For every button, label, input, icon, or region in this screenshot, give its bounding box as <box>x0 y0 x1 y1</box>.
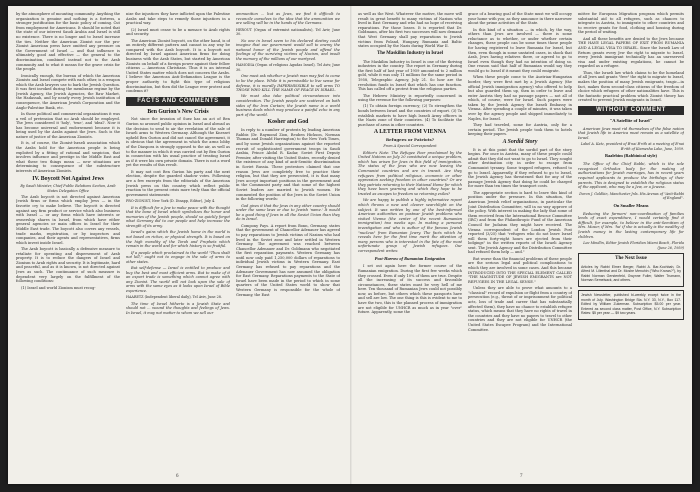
next-issue-box <box>578 253 684 287</box>
body-paragraph: In reply to a number of protests by leading American Rabbis (Dr. Raymond Zion, Reuben Hickson, Norman Thomas and Donald Harrington) to the New York Times, and by some Jewish organizations against the reported recruit of sophisticated government troops in Saudi Arabia, Prince Abdul R. Kadar, Soviet First Deputy Premier, after visiting the United States, recently denied the existence of any kind of anti-Semitic discrimination in Soviet Russia. These protestors claimed that one reason Jews are completely free to practice their religion, but that they are persecuted, it is that many Jews accept important positions in the government and in the Communist party and that some of the highest Soviet leaders are married to Jewish women. He commented the position of the Jews in the Soviet Union in the following words: <box>236 128 340 202</box>
quote-paragraph: If a people which proclaimed to the world "Thou shalt not kill," ought not to engage in the sale of arms to other states. <box>126 250 230 264</box>
quote-paragraph: The Office of the Chief Rabbi, which is the sole recognized Orthodox body for the making of authorizations for Jewish marriages, has in recent years required applicants to produce the birthdays of their parents. This is designed to establish the religious status of the applicant, who may be a Jew, or a Jewess. <box>578 162 684 190</box>
quote-source: Doron J. Goldkin, Manchester Jnls. His Arenas of "Anti-Rabbi of England". <box>579 191 684 201</box>
body-paragraph: In those political and commercial organizations it was a veil of pretension that no Arab should be employed. The Jews considered it 'holy', 'true', and 'ideal'. Now it has become universal and endorsement because it is being used by the Arabs against the Jews. Such is the nature of justice of the American Zionists. <box>16 112 120 140</box>
body-paragraph: But worse than the financial problems of these people are the serious legal and political complications to which they are involved in some cases. And this became INTRODUCED INTO THE SPECIAL ELEMENT CALLED "THE MAGNITUDE OF JEWISH EMIGRANTS are NOT REFUGEES IN THE LEGAL SENSE." <box>468 256 572 284</box>
section-heading-ben-gurion: Ben Gurion's New Crisis <box>147 108 209 115</box>
page-number-left: 6 <box>176 474 179 479</box>
body-paragraph: Not since the invasion of Suez has an act of Ben Gurion so aroused public opinion in Israel and abroad as the decision to send to air the revelation of the sale of Israeli arms to Western Germany. Although the Knesset upheld Ben Gurion and did not cancel the agreement, it is obvious that the agreement in which the arms lobby of the Diaspora is strongly opposed to the air, as well as to the manner in which it was carried out by Ben Gurion in connection with his usual practice of treating Israel as if it were his own private domain. There is not a word yet the results of this revolt. <box>126 117 230 168</box>
body-paragraph: The Arab boycott is basically a defensive measure to retaliate for operating and dispersement of Arab property. It is to reduce the dangers of Israel and Zionism to Arab rights and security. It is legitimate, hard and peaceful, and as it is known, is not directed against Jews as such. The continuance of such measure is dependent very largely on the fulfillment of the following conditions: <box>16 247 120 284</box>
section-heading-vienna-letter: A LETTER FROM VIENNA <box>373 129 447 136</box>
section-heading-boycott: IV. Boycott Not Against Jews <box>32 175 104 182</box>
body-paragraph: The Arab boycott is not directed against American Jewish firms or firms which employ Jews — in the favorite cry to make believe. The boycott is directed against any firm product or service which also business with Israel — or any firms which have interests or ownership shares in Israel, from which have either general agencies or main offices in Israel for their Middle East trade. The boycott also covers any vessels, trade marks, registration, or by inspectors and companies, and their agents and representatives, firms which invest inside Israel. <box>16 194 120 245</box>
quote-source: Label A. Katz, president of B'nai B'rith at a meeting of B'nai B'rith of Kiamesha Lake, June, 1959. <box>580 142 684 151</box>
quote-paragraph: ammunition ... but as Jews, we find it difficult to reconcile ourselves to the idea that the ammunition we are selling will be in the hands of the Germans. <box>236 12 340 26</box>
column-1 <box>16 12 120 478</box>
body-paragraph: When these people come to the Austrian-Hungarian border, they were first met by a Jewish Agency (the official Jewish immigration agency) who offered to help but also guarded them up, then in order to leave and enter Austria they had no passage papers — not all of which, of course, were for Israel. Such papers were taken by the Jewish Agency the Israeli Embassy in Vienna. After spending a couple of minutes, it was taken over by the agency people and shipped immediately to Naples, for Israel. <box>468 75 572 121</box>
quote-paragraph: The time of Israel hitherto is a Jewish State and should not ... wound the thoughts and feelings of Jews. In Israel, it may not matter to whom we sell our <box>126 301 230 316</box>
body-paragraph: grace of a bearing goal of the State must we will occupy your home with you; as they announce in there narrower about the prime activities of the State. <box>468 12 572 26</box>
next-issue-text: Articles by Rabbi Elmer Berger, Rabbi A. Bar-Kochbah, Dr. Alfred M. Lilienthal and Dr. Moshe Menuhin ("Who Knows?"), by Rabbi Norman Gerstenfeld, Gwynne Fuller, Walter Trumann, Norman Semelsack, and others. <box>581 264 681 283</box>
body-paragraph: It may not cost Ben Gurion his party and the next election, despite the guarded shadow votes. Following are a few excerpts from the editorials of the American Jewish press on this country which reflect public reaction to the present crisis more truly than the official government statements: <box>126 169 230 197</box>
body-paragraph: nize the injustices they have inflicted upon the Palestine Arabs and take steps to remedy those injustices in a practical way. <box>126 12 230 26</box>
banner-without-comment: WITHOUT COMMENT <box>578 106 684 115</box>
quote-paragraph: But self-defense — Israel is entitled to produce and buy the best and most efficient arms. But to make of it an export trade is something which cannot agree with any Zionist. The world will not look upon the sale of arms with the same eyes as it looks upon Israel of Bible experience. <box>126 266 230 294</box>
body-paragraph: Ironically enough, the bureau of which the American Zionists and Israel compete with each other, is a weapon which the Arab lawyers use to bark the Jewish Question. It was first invoked during the membrane regime by the Jewish Agency, the Jewish Agencies, the Raw Market, the Hadassah, and by nearly every Jewish institution of consequence, the American Jewish Corporation and the Anglo-Palestine Bank, etc. <box>16 73 120 110</box>
body-paragraph: It is, of course, the Zionist-Israeli association which the Arabs hold for the American people is being exploited by a fitting of rational and suspicion, that involves influence and prestige in the Middle East and what these two things mean — new situations are determining to consequence of the substructure interests of American Zionists. <box>16 141 120 173</box>
page-number-right: 7 <box>520 474 523 479</box>
body-paragraph: as well as the West. Whatever the motive, the move will result in great benefit to many victims of Nazism who lived in East Germany and who had no hope of receiving reparations. For those losses. It is reported that Dr. Goldmann, after his first two successes will now demand that West Germany shall pay reparations to Jewish victims from Poland, Hungary, Rumania and Baltic states occupied by the Nazis during World War II. <box>358 12 462 49</box>
section-heading-kosher: Kosher and God <box>267 119 309 126</box>
body-paragraph: The Maskilim Industry in Israel is one of the thriving industries in the country. The report in Germany during the first half of last year of 1959 amounted to 2 million gold, while it was only 11 millions for the same period in 1958, Telegraphic Agency, July 21. So how are the revolution funds in Israel that which has one function. This has called off a protest from the religious parties. <box>358 59 462 92</box>
quote-paragraph: One must ask whether a Jewish man may feel to come to be the place. While it is permissible to live sense for defense, it is morally IMPERMISSIBLE to sell arms TO THOSE WHO KILL THE NAME OF PEACE IN ISRAEL. <box>236 74 340 93</box>
body-paragraph: Thus, the Israeli law which claims to be the homeland of all Jews and grants "free" the right to migrate to Israel, makes the position of many Jewish emigrants, tragic—in fact, makes them second-class citizens of the freedom of choice which refugees of other nationalities have. This is the fantastic practical problem which Zionist theory has created to prevent Jewish emigrants in Israel. <box>578 70 684 103</box>
body-paragraph: I set out again here the former course of the Rumanian emigration. During the first few weeks which they crossed. Even if only 10% of them are true. Despite all the increasing of its success and favorable circumstances, these states must be very hell of me here. Ten thousand of Rumanian Jews could not possibly now, as before, but others which these passports have and sell are low. The one thing is this is evident to me to have the two, this is the planned process of immigration are not eligible for UNHCR as much as in year "over" future. Apparently, some the <box>358 264 462 315</box>
source-line: PRO-ZIONIST, New York (D. Dinapp, Editor), July 4. <box>126 199 216 204</box>
body-paragraph: It is at this point that the sordid part of the story begins. For once in Austria, many of these people could admit that they did not want to go to Israel. They sought other destination city in order to escape from Communist tyranny. Some trapped refugees, refused to go to Israel. Apparently, if they refused to go to Israel, the Jewish Agency has threatened that for any of the passage Jewish Agency that doing he could be charged for more than ten times the transport costs. <box>468 147 572 189</box>
body-paragraph: The appropriate section is hard to leave this kind of position under the pressure. In this situation, the American Jewish relief organizations, in particular the Joint Distribution Committee, will in no way approve of the policy. With interest in making the lady that some of them received from the International Rescue Committee (IRC) and from the Philanthropic Fund of the American Council for Judaism they might have received. The Vienna correspondent of the London Jewish Post reported (3/25) that "refugees who do not leave Israel will them forty-eight hours are ejected from their lodgings" in the written reports of the Israeli Agency sent. The Jewish Agency and the Distribution Committee had refused them help — and." <box>468 190 572 255</box>
section-heading-baalebim: Baalebim (Rabbinical style) <box>605 153 657 159</box>
source-line: HAMODIA (Organ of religious Agudas Israel), Tel Aviv, June 30. <box>236 63 340 72</box>
body-paragraph: The American Zionist boycott, on the other hand, is of an entirely different pattern and cannot in any way be compared with the Arab boycott. It is a boycott not directed by Israel against American firms for doing business with the Arab States, but started by American Zionists on behalf of a foreign power against their fellow citizens — American Christians. Thus it is an internal United States matter which does not concern the Arabs. I believe the American Anti-Defamation League is the proper authority to fight this type of religious discrimination, but then did the League ever protest and condemn it? <box>126 38 230 94</box>
page-fold <box>350 6 352 484</box>
section-heading-sordid-story: A Sordid Story <box>502 138 538 145</box>
newsletter-spread <box>8 6 692 484</box>
body-paragraph: The Hebrew Ministry is reportedly concerned in using the revenue for the following purposes: <box>358 93 462 103</box>
column-3 <box>236 12 340 478</box>
source-line: HEROUT (Organ of extremist nationalists), Tel Aviv, June 30. <box>236 27 340 37</box>
body-paragraph: Compony Pays. A report from Bonn, Germany, states that the government of Chancellor Adenauer has agreed to pay reparations to Jewish victims of Nazism who had lived in the Soviet zone and later settled in Western Germany. The agreement was reached between Chancellor Adenauer and Dr. Goldmann who negotiated the first reparation payments. Western Germany has until now only paid 1,250,000 dollars of reparations to individual Jewish victims in Western Germany. East Germany has refused to pay reparations and the Adenauer Government has now assumed the obligation for East Germany. Reparations payments to the State of Israel have been made in the period to which in some quarters of the United States world to show that Western Germany is responsible for the whole of Germany, the East <box>236 223 340 297</box>
section-heading-satellite: "A Satellite of Israel" <box>609 117 653 123</box>
quote-paragraph: Reducing the farmers' non-coordination of families lends of exact expenditure, I would certainly find it difficult, for example, to believe in the anti-Semitism of Mrs. Moser, if Mrs. 'ha' if she is actually is the wealthy of Jewish money in the lasting contemporary life for children. <box>578 211 684 239</box>
next-issue-title: The Next Issue <box>615 256 647 262</box>
quote-paragraph: American Jews must rid themselves of the false notion that Jewish life in America must remain as a satellite of Israel. <box>578 126 684 140</box>
body-paragraph: (1) Israel and world Zionism must recog- <box>21 285 96 290</box>
body-paragraph: (2) Israel must cease to be a menace to Arab rights and security. <box>126 27 230 37</box>
column-4 <box>358 12 462 478</box>
quote-paragraph: We must also take political circumstances into consideration. The Jewish people are scattered on both sides of the Iron Curtain; the Jewish name is a world business deals which may produce a painful echo in any part of the world. <box>236 94 340 117</box>
section-heading-postwar: Post-Harrow of Rumanian Emigration <box>374 255 446 261</box>
body-paragraph: mittee for European Migration program which permits substantial aid to all refugees, such as chances to integrate in Austria, to immigrate to other countries and to receive grants for food, clothing and housing during the period of waiting. <box>578 12 684 35</box>
publisher-box <box>578 290 684 320</box>
body-paragraph: (1) To obtain foreign currency; (2) To strengthen the bonds between Israel and the countries of export. (3) To establish markets to have high Israeli Army officers in the Nazis zone of their countries. (4) To facilitate the purchase of arms in other countries. <box>358 104 462 127</box>
body-paragraph: And all these benefits are denied to the Jews because THE HAVE LEGAL PAPERS OF EXIT FROM RUMANIA AND A LEGAL VISA TO ISRAEL. Since the Israeli Law of Return grants every Jew the right to migrate to Israel, every Jewish immigrant technically has an unreserved visa and under existing regulations, he cannot be regarded as a refugee. <box>578 36 684 69</box>
quote-paragraph: God gives it that the Jews in any other country should under the same laws or due to Jewish 'name.' It would be a good thing if Jews in all the Soviet Union than they do in Israel. <box>236 203 340 222</box>
editor-note: Editor's Note: The Refugee Fear proclaimed by the United Nations on July 20 constituted a unique problem, which has arisen for Jews in this field of immigration. The status of the Jews who are now leaving the Communist countries and are in transit. Are they refugees from political religious, economic or other oppression seeking freedom in other countries? Or are they patriots returning to their National Home for which they have been yearning and which they hope to be trusted as escapes to freedom so returning exiles? <box>358 150 462 196</box>
column-2 <box>126 12 230 478</box>
editor-note: We are happy to publish a highly informative report which throws a new and clearer searchlight on the subject. It was written by one of the best-informed American authorities on postwar Jewish problems who visited Vienna (the center of the recent Rumanian immigration) two weeks ago. In making a personal investigation and who is author of the famous Jewish "nucleus" from Rumanian Jewry. The facts which he reveals here for the first time merit the attention of many persons who is interested in the fate of the most unfortunate group of Jewish refugees. Our correspondent writes: <box>358 198 462 253</box>
body-paragraph: They had traveled, some for Austria, only for a certain period. The Jewish people took them to hotels keeping their papers. <box>468 123 572 137</box>
column-5 <box>468 12 572 478</box>
byline: By Saudi Minister, Chief Public Relations Section, Arab States Delegation Office <box>20 184 116 193</box>
banner-facts-and-comments: FACTS AND COMMENTS <box>126 97 230 106</box>
body-paragraph: by the atmosphere of mounting community. Anything the organization is genuine and nothing is a fortress, a stronger justification for the basic policy of coming. Cut from employment for Americans. It should be noted that the state of our interest Saudi Arabia and Israel is still no existence. There is no longer and to Israel increase the ties. Neither the American Zionist nor the pro-Zionist American press have omitted any pressure on the Government of Israel — and that influence is ultimately good and effective — the general to the discrimination, combined instead not to the Arab community and to what it means for the grave crisis for the people. <box>16 12 120 72</box>
byline: From A Special Correspondent <box>383 144 437 149</box>
body-paragraph: Unless they are able to prove what amounts to a "classical" record of expulsion or flight from a country of persecution (e.g., threat of or imprisonment for political acts, loss of trade and career that has substantially affected them), they have no chance to establish refugee status, which means that they have no rights of travel in the countries and they have no papers to travel to other countries and they are not eligible for UNHCR (the United States Escapee Program) and the International Committee. <box>468 286 572 332</box>
column-6 <box>578 12 684 478</box>
body-paragraph: In this kind of a situation — in which, by the way, others than Jews are involved — there is some reluctance as to whether, or under whether certain changes, these people can be some times those people for having registered to leave Rumania for Israel, but then, even though in some unstated cases, in shock that Arab, Jews having relatives there, or agreed to go to Israel even though they had no intention of doing so. One reason said that half of Rumanian would say they would go to Israel if it meant they could emigrate. <box>468 27 572 73</box>
quote-paragraph: Israel's gains which the Jewish home in the world is not based on riches, or physical strength. It is based on the high morality of the Torah and Prophets which remain in the world and for which history is so fruitful. <box>126 230 230 249</box>
section-heading-smaller-means: On Smaller Means <box>613 202 649 208</box>
source-line: HAARETZ (Independent liberal daily), Tel Aviv, June 28. <box>126 295 223 300</box>
section-heading-maskilim: The Maskilim Industry in Israel <box>377 50 443 56</box>
quote-paragraph: No one in Israel seem to his declared destiny could imagine that our government would sell to enemy the national honor of the Jewish people and offend the feelings of the surviving victims of Nazism, and insult the memory of the millions of our martyred. <box>236 38 340 61</box>
letter-subtitle: Refugees or Patriots? <box>385 137 435 143</box>
quote-paragraph: It is difficult for a Jew to make peace with the thought that the bone of Israel which symbolizes the honor and memories of the Jewish people, should so quickly forget what Germany did to our people and help increase the strength of its army. <box>126 205 230 228</box>
quote-source: Lee Mindlin, Editor Jewish Floridian Miami Beach, Florida (June 26, 1959) <box>583 240 684 250</box>
publisher-text: Jewish Newsletter, published bi-weekly except twice in the month of July. Washington Bridge Sta. N.Y. 33, N.Y., Box 117. Edited by William Zukerman. Subscription $5.00 per year. Entered as second class matter, Post Office, N.Y. Subscription Rates: $5 per year — $9 two years. <box>581 293 681 315</box>
